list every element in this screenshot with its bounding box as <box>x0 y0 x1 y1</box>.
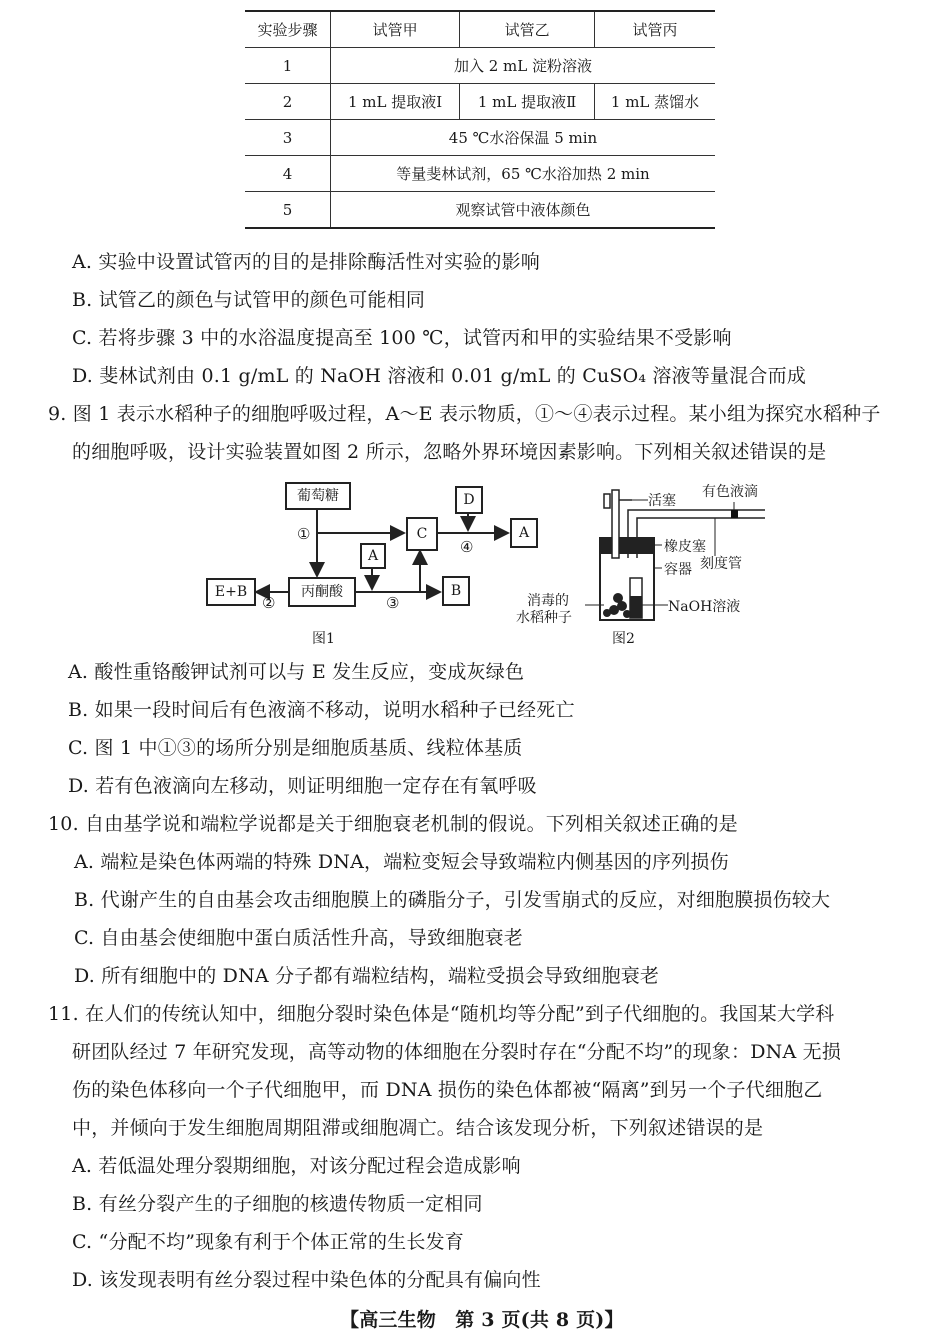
rubber-stopper-label: 橡皮塞 <box>664 539 706 555</box>
seeds-label-line1: 消毒的 <box>527 593 569 609</box>
step-number: 3 <box>245 120 331 156</box>
colored-droplet-label: 有色液滴 <box>702 484 758 500</box>
table-header: 试管乙 <box>460 11 595 48</box>
e-plus-b-box: E+B <box>206 578 256 606</box>
step-content: 加入 2 mL 淀粉溶液 <box>331 48 716 84</box>
step-number: 1 <box>245 48 331 84</box>
q10-option-c: C. 自由基会使细胞中蛋白质活性升高，导致细胞衰老 <box>74 927 523 949</box>
naoh-label: NaOH溶液 <box>668 599 741 615</box>
q8-option-b: B. 试管乙的颜色与试管甲的颜色可能相同 <box>72 289 426 311</box>
table-header: 试管丙 <box>595 11 715 48</box>
q10-option-b: B. 代谢产生的自由基会攻击细胞膜上的磷脂分子，引发雪崩式的反应，对细胞膜损伤较大 <box>74 889 831 911</box>
graduated-tube-label: 刻度管 <box>700 556 742 572</box>
figure-1-caption: 图1 <box>312 631 335 647</box>
q10-stem: 10. 自由基学说和端粒学说都是关于细胞衰老机制的假说。下列相关叙述正确的是 <box>48 813 738 835</box>
q11-stem-line: 11. 在人们的传统认知中，细胞分裂时染色体是“随机均等分配”到子代细胞的。我国某大学科 <box>48 1003 835 1025</box>
q9-option-c: C. 图 1 中①③的场所分别是细胞质基质、线粒体基质 <box>68 737 523 759</box>
q11-stem-line: 伤的染色体移向一个子代细胞甲，而 DNA 损伤的染色体都被“隔离”到另一个子代细胞乙 <box>72 1079 823 1101</box>
q9-option-a: A. 酸性重铬酸钾试剂可以与 E 发生反应，变成灰绿色 <box>68 661 525 683</box>
step-number: 4 <box>245 156 331 192</box>
page-footer: 【高三生物 第 3 页(共 8 页)】 <box>340 1309 624 1331</box>
q8-option-c: C. 若将步骤 3 中的水浴温度提高至 100 ℃，试管丙和甲的实验结果不受影响 <box>72 327 732 349</box>
q11-option-a: A. 若低温处理分裂期细胞，对该分配过程会造成影响 <box>72 1155 521 1177</box>
table-header: 试管甲 <box>331 11 460 48</box>
a-input-box: A <box>360 543 386 569</box>
pyruvate-box: 丙酮酸 <box>288 577 356 607</box>
step-3-label: ③ <box>386 594 400 612</box>
step-content: 1 mL 提取液Ⅱ <box>460 84 595 120</box>
q9-option-b: B. 如果一段时间后有色液滴不移动，说明水稻种子已经死亡 <box>68 699 575 721</box>
c-box: C <box>406 517 438 551</box>
seeds-label-line2: 水稻种子 <box>516 610 572 626</box>
step-1-label: ① <box>297 525 311 543</box>
plunger-label: 活塞 <box>648 493 676 509</box>
q9-stem-line: 的细胞呼吸，设计实验装置如图 2 所示，忽略外界环境因素影响。下列相关叙述错误的是 <box>72 441 827 463</box>
a-product-box: A <box>510 518 538 548</box>
figure-2-caption: 图2 <box>612 631 635 647</box>
q11-stem-line: 中，并倾向于发生细胞周期阻滞或细胞凋亡。结合该发现分析，下列叙述错误的是 <box>72 1117 764 1139</box>
q8-option-a: A. 实验中设置试管丙的目的是排除酶活性对实验的影响 <box>72 251 541 273</box>
b-box: B <box>442 576 470 606</box>
figure-2-apparatus-drawing <box>0 0 950 660</box>
d-box: D <box>455 486 483 514</box>
q11-option-b: B. 有丝分裂产生的子细胞的核遗传物质一定相同 <box>72 1193 483 1215</box>
table-header: 实验步骤 <box>245 11 331 48</box>
q10-option-a: A. 端粒是染色体两端的特殊 DNA，端粒变短会导致端粒内侧基因的序列损伤 <box>74 851 729 873</box>
step-4-label: ④ <box>460 538 474 556</box>
step-2-label: ② <box>262 594 276 612</box>
step-content: 45 ℃水浴保温 5 min <box>331 120 716 156</box>
glucose-box: 葡萄糖 <box>285 482 351 510</box>
step-content: 1 mL 蒸馏水 <box>595 84 715 120</box>
q9-option-d: D. 若有色液滴向左移动，则证明细胞一定存在有氧呼吸 <box>68 775 537 797</box>
q11-option-c: C. “分配不均”现象有利于个体正常的生长发育 <box>72 1231 464 1253</box>
q8-option-d: D. 斐林试剂由 0.1 g/mL 的 NaOH 溶液和 0.01 g/mL 的 CuSO₄ 溶液等量混合而成 <box>72 365 807 387</box>
step-number: 5 <box>245 192 331 229</box>
step-content: 等量斐林试剂，65 ℃水浴加热 2 min <box>331 156 716 192</box>
q11-stem-line: 研团队经过 7 年研究发现，高等动物的体细胞在分裂时存在“分配不均”的现象：DNA 无损 <box>72 1041 842 1063</box>
q10-option-d: D. 所有细胞中的 DNA 分子都有端粒结构，端粒受损会导致细胞衰老 <box>74 965 660 987</box>
step-content: 观察试管中液体颜色 <box>331 192 716 229</box>
step-number: 2 <box>245 84 331 120</box>
container-label: 容器 <box>664 562 692 578</box>
q11-option-d: D. 该发现表明有丝分裂过程中染色体的分配具有偏向性 <box>72 1269 541 1291</box>
q9-stem-line: 9. 图 1 表示水稻种子的细胞呼吸过程，A～E 表示物质，①～④表示过程。某小组为探究水稻种子 <box>48 403 881 425</box>
step-content: 1 mL 提取液Ⅰ <box>331 84 460 120</box>
